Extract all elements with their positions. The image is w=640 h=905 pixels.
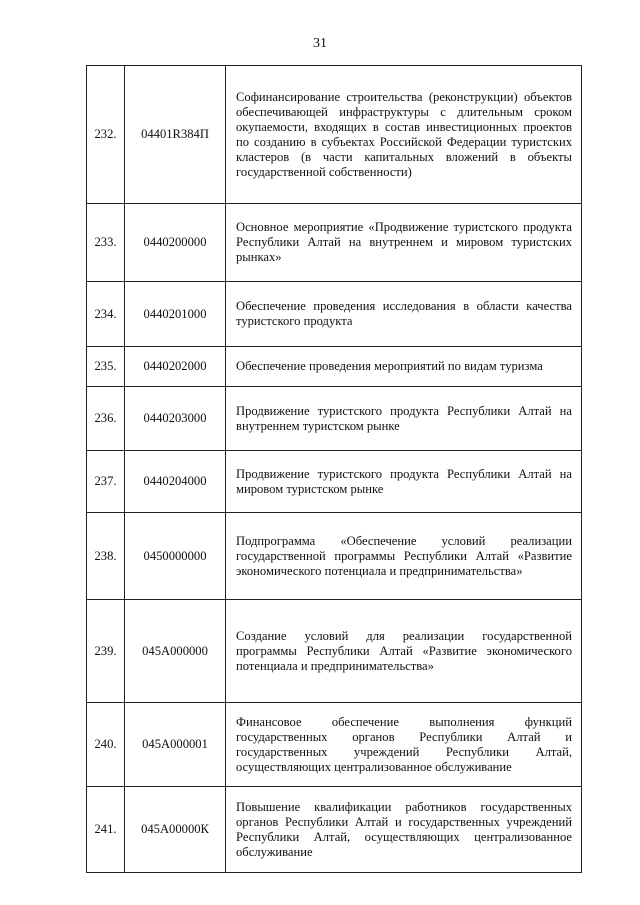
row-number: 241. (87, 787, 125, 873)
row-name (226, 387, 582, 451)
row-code: 0440204000 (125, 451, 226, 513)
row-number: 240. (87, 703, 125, 787)
row-name-text: Софинансирование строительства (реконструкции) объектов обеспечивающей инфраструктуры с длительным сроком окупаемости, входящих в состав инвестиционных проектов по созданию в субъектах Российской Федерации туристских кластеров (в части капитальных вложений в объекты государственной собственности) (236, 89, 572, 179)
row-name (226, 66, 582, 204)
row-name-text: Продвижение туристского продукта Республики Алтай на внутреннем туристском рынке (236, 403, 572, 433)
row-name (226, 787, 582, 873)
row-name (226, 600, 582, 703)
table-row (87, 347, 582, 387)
table-row (87, 451, 582, 513)
row-number: 238. (87, 513, 125, 600)
row-code: 0450000000 (125, 513, 226, 600)
row-name-text: Создание условий для реализации государственной программы Республики Алтай «Развитие экономического потенциала и предпринимательства» (236, 628, 572, 673)
row-name (226, 703, 582, 787)
row-code: 0440202000 (125, 347, 226, 387)
table-row (87, 703, 582, 787)
table-row (87, 387, 582, 451)
row-name (226, 347, 582, 387)
row-name (226, 513, 582, 600)
row-name (226, 451, 582, 513)
table-row (87, 787, 582, 873)
page-number: 31 (313, 36, 327, 51)
row-number: 235. (87, 347, 125, 387)
row-number: 234. (87, 282, 125, 347)
table-row (87, 204, 582, 282)
row-number: 233. (87, 204, 125, 282)
table-row (87, 513, 582, 600)
row-name-text: Подпрограмма «Обеспечение условий реализации государственной программы Республики Алтай «Развитие экономического потенциала и предпринимательства» (236, 533, 572, 578)
row-code: 0440201000 (125, 282, 226, 347)
row-code: 045А000000 (125, 600, 226, 703)
row-code: 0440203000 (125, 387, 226, 451)
budget-classification-table (86, 65, 582, 873)
row-name (226, 282, 582, 347)
row-code: 04401R384П (125, 66, 226, 204)
row-number: 236. (87, 387, 125, 451)
row-name-text: Обеспечение проведения мероприятий по видам туризма (236, 359, 543, 373)
row-name-text: Финансовое обеспечение выполнения функций государственных органов Республики Алтай и государственных учреждений Республики Алтай, осуществляющих централизованное обслуживание (236, 714, 572, 774)
table-row (87, 282, 582, 347)
row-name-text: Основное мероприятие «Продвижение туристского продукта Республики Алтай на внутреннем и мировом туристских рынках» (236, 220, 572, 264)
table-row (87, 66, 582, 204)
row-code: 045А00000К (125, 787, 226, 873)
row-number: 232. (87, 66, 125, 204)
row-code: 045А000001 (125, 703, 226, 787)
row-code: 0440200000 (125, 204, 226, 282)
row-number: 239. (87, 600, 125, 703)
row-name-text: Обеспечение проведения исследования в области качества туристского продукта (236, 299, 572, 328)
row-name-text: Повышение квалификации работников государственных органов Республики Алтай и государственных учреждений Республики Алтай, осуществляющих централизованное обслуживание (236, 799, 572, 859)
table-row (87, 600, 582, 703)
row-name-text: Продвижение туристского продукта Республики Алтай на мировом туристском рынке (236, 466, 572, 496)
row-name (226, 204, 582, 282)
row-number: 237. (87, 451, 125, 513)
